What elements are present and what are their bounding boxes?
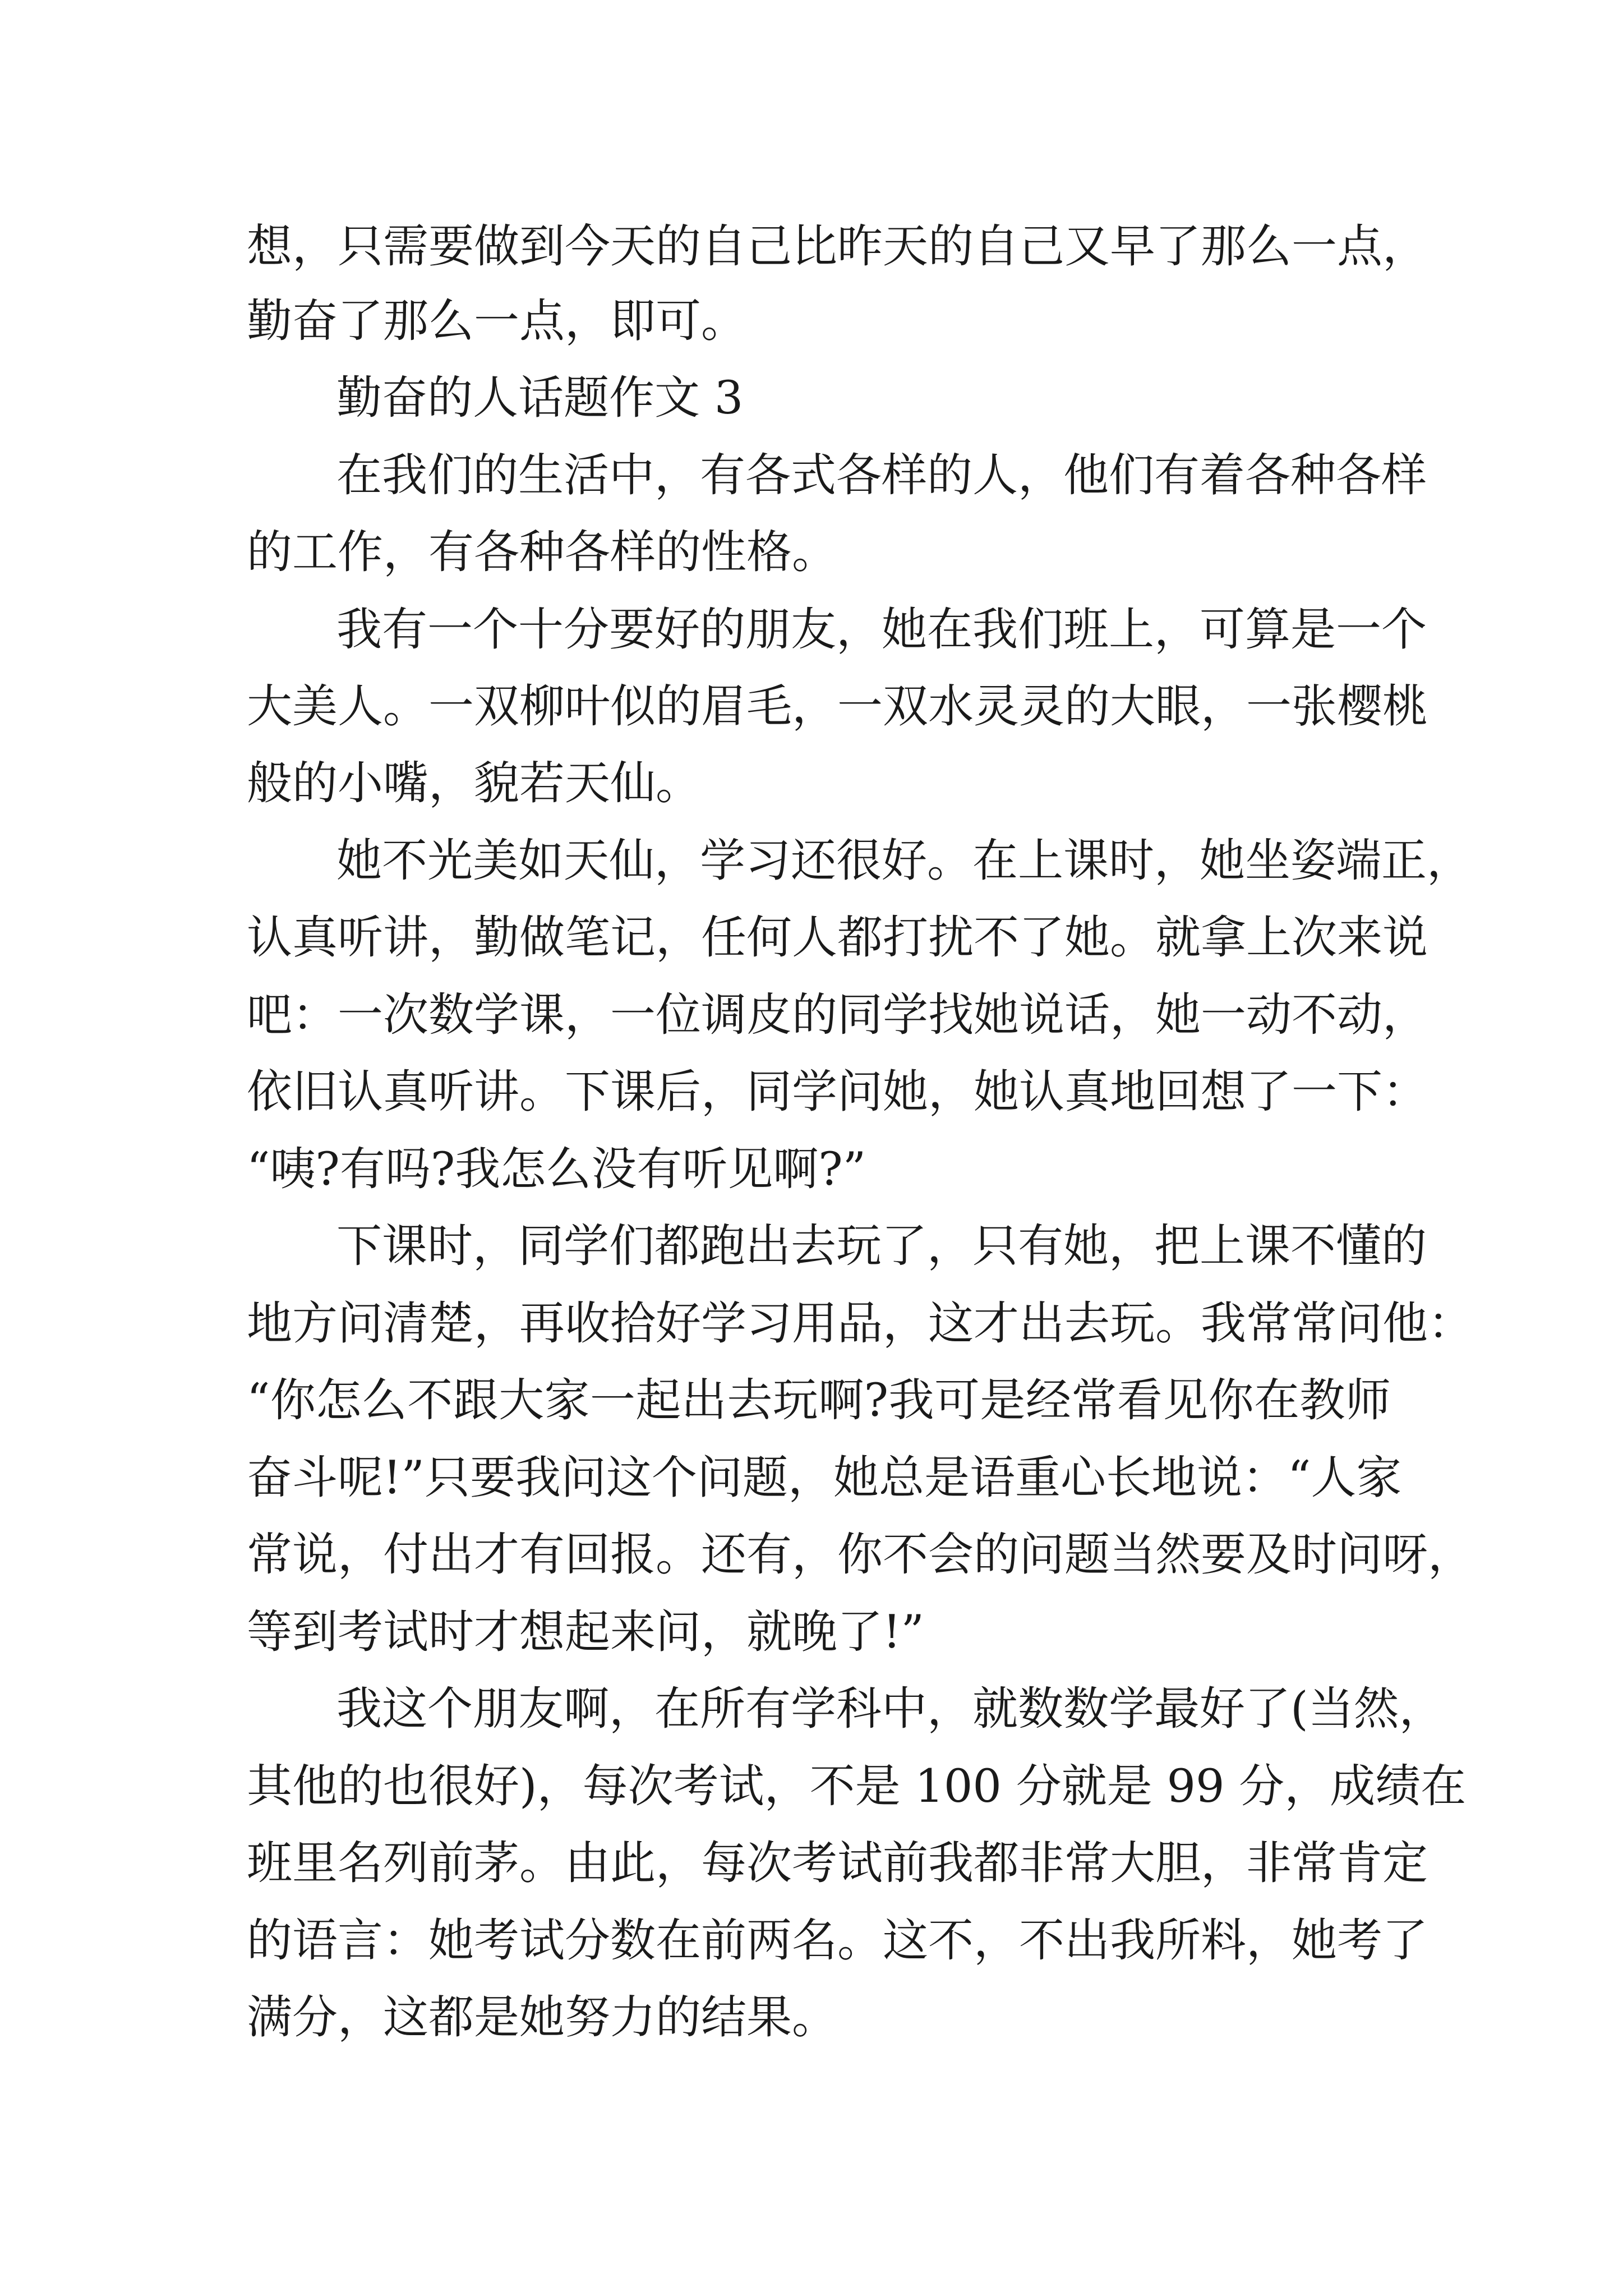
text-line: 的语言：她考试分数在前两名。这不，不出我所料，她考了 (247, 1915, 1428, 1967)
text-line: 班里名列前茅。由此，每次考试前我都非常大胆，非常肯定 (247, 1837, 1428, 1890)
text-line: 常说，付出才有回报。还有，你不会的问题当然要及时问呀， (247, 1529, 1474, 1581)
text-line: “咦?有吗?我怎么没有听见啊?” (247, 1143, 866, 1196)
text-line: “你怎么不跟大家一起出去玩啊?我可是经常看见你在教师 (247, 1374, 1391, 1427)
text-line: 我有一个十分要好的朋友，她在我们班上，可算是一个 (336, 604, 1427, 656)
text-line: 的工作，有各种各样的性格。 (247, 526, 838, 579)
text-line: 般的小嘴，貌若天仙。 (247, 757, 702, 810)
text-line: 她不光美如天仙，学习还很好。在上课时，她坐姿端正， (336, 835, 1473, 887)
text-line: 地方问清楚，再收拾好学习用品，这才出去玩。我常常问他： (247, 1297, 1474, 1350)
text-line: 认真听讲，勤做笔记，任何人都打扰不了她。就拿上次来说 (247, 912, 1428, 964)
text-line: 奋斗呢!”只要我问这个问题，她总是语重心长地说：“人家 (247, 1452, 1402, 1504)
text-line: 我这个朋友啊，在所有学科中，就数数学最好了(当然， (336, 1683, 1445, 1736)
text-line: 等到考试时才想起来问，就晚了!” (247, 1606, 924, 1659)
text-line: 想，只需要做到今天的自己比昨天的自己又早了那么一点， (247, 220, 1428, 273)
text-line: 其他的也很好)，每次考试，不是 100 分就是 99 分，成绩在 (247, 1760, 1467, 1813)
text-line: 在我们的生活中，有各式各样的人，他们有着各种各样 (336, 449, 1427, 502)
text-line: 勤奋了那么一点，即可。 (247, 295, 747, 348)
text-line: 下课时，同学们都跑出去玩了，只有她，把上课不懂的 (336, 1220, 1427, 1273)
text-line: 依旧认真听讲。下课后，同学问她，她认真地回想了一下： (247, 1066, 1428, 1119)
section-heading: 勤奋的人话题作文 3 (336, 372, 744, 425)
text-line: 吧：一次数学课，一位调皮的同学找她说话，她一动不动， (247, 989, 1428, 1042)
text-line: 大美人。一双柳叶似的眉毛，一双水灵灵的大眼，一张樱桃 (247, 680, 1428, 733)
text-line: 满分，这都是她努力的结果。 (247, 1991, 838, 2044)
